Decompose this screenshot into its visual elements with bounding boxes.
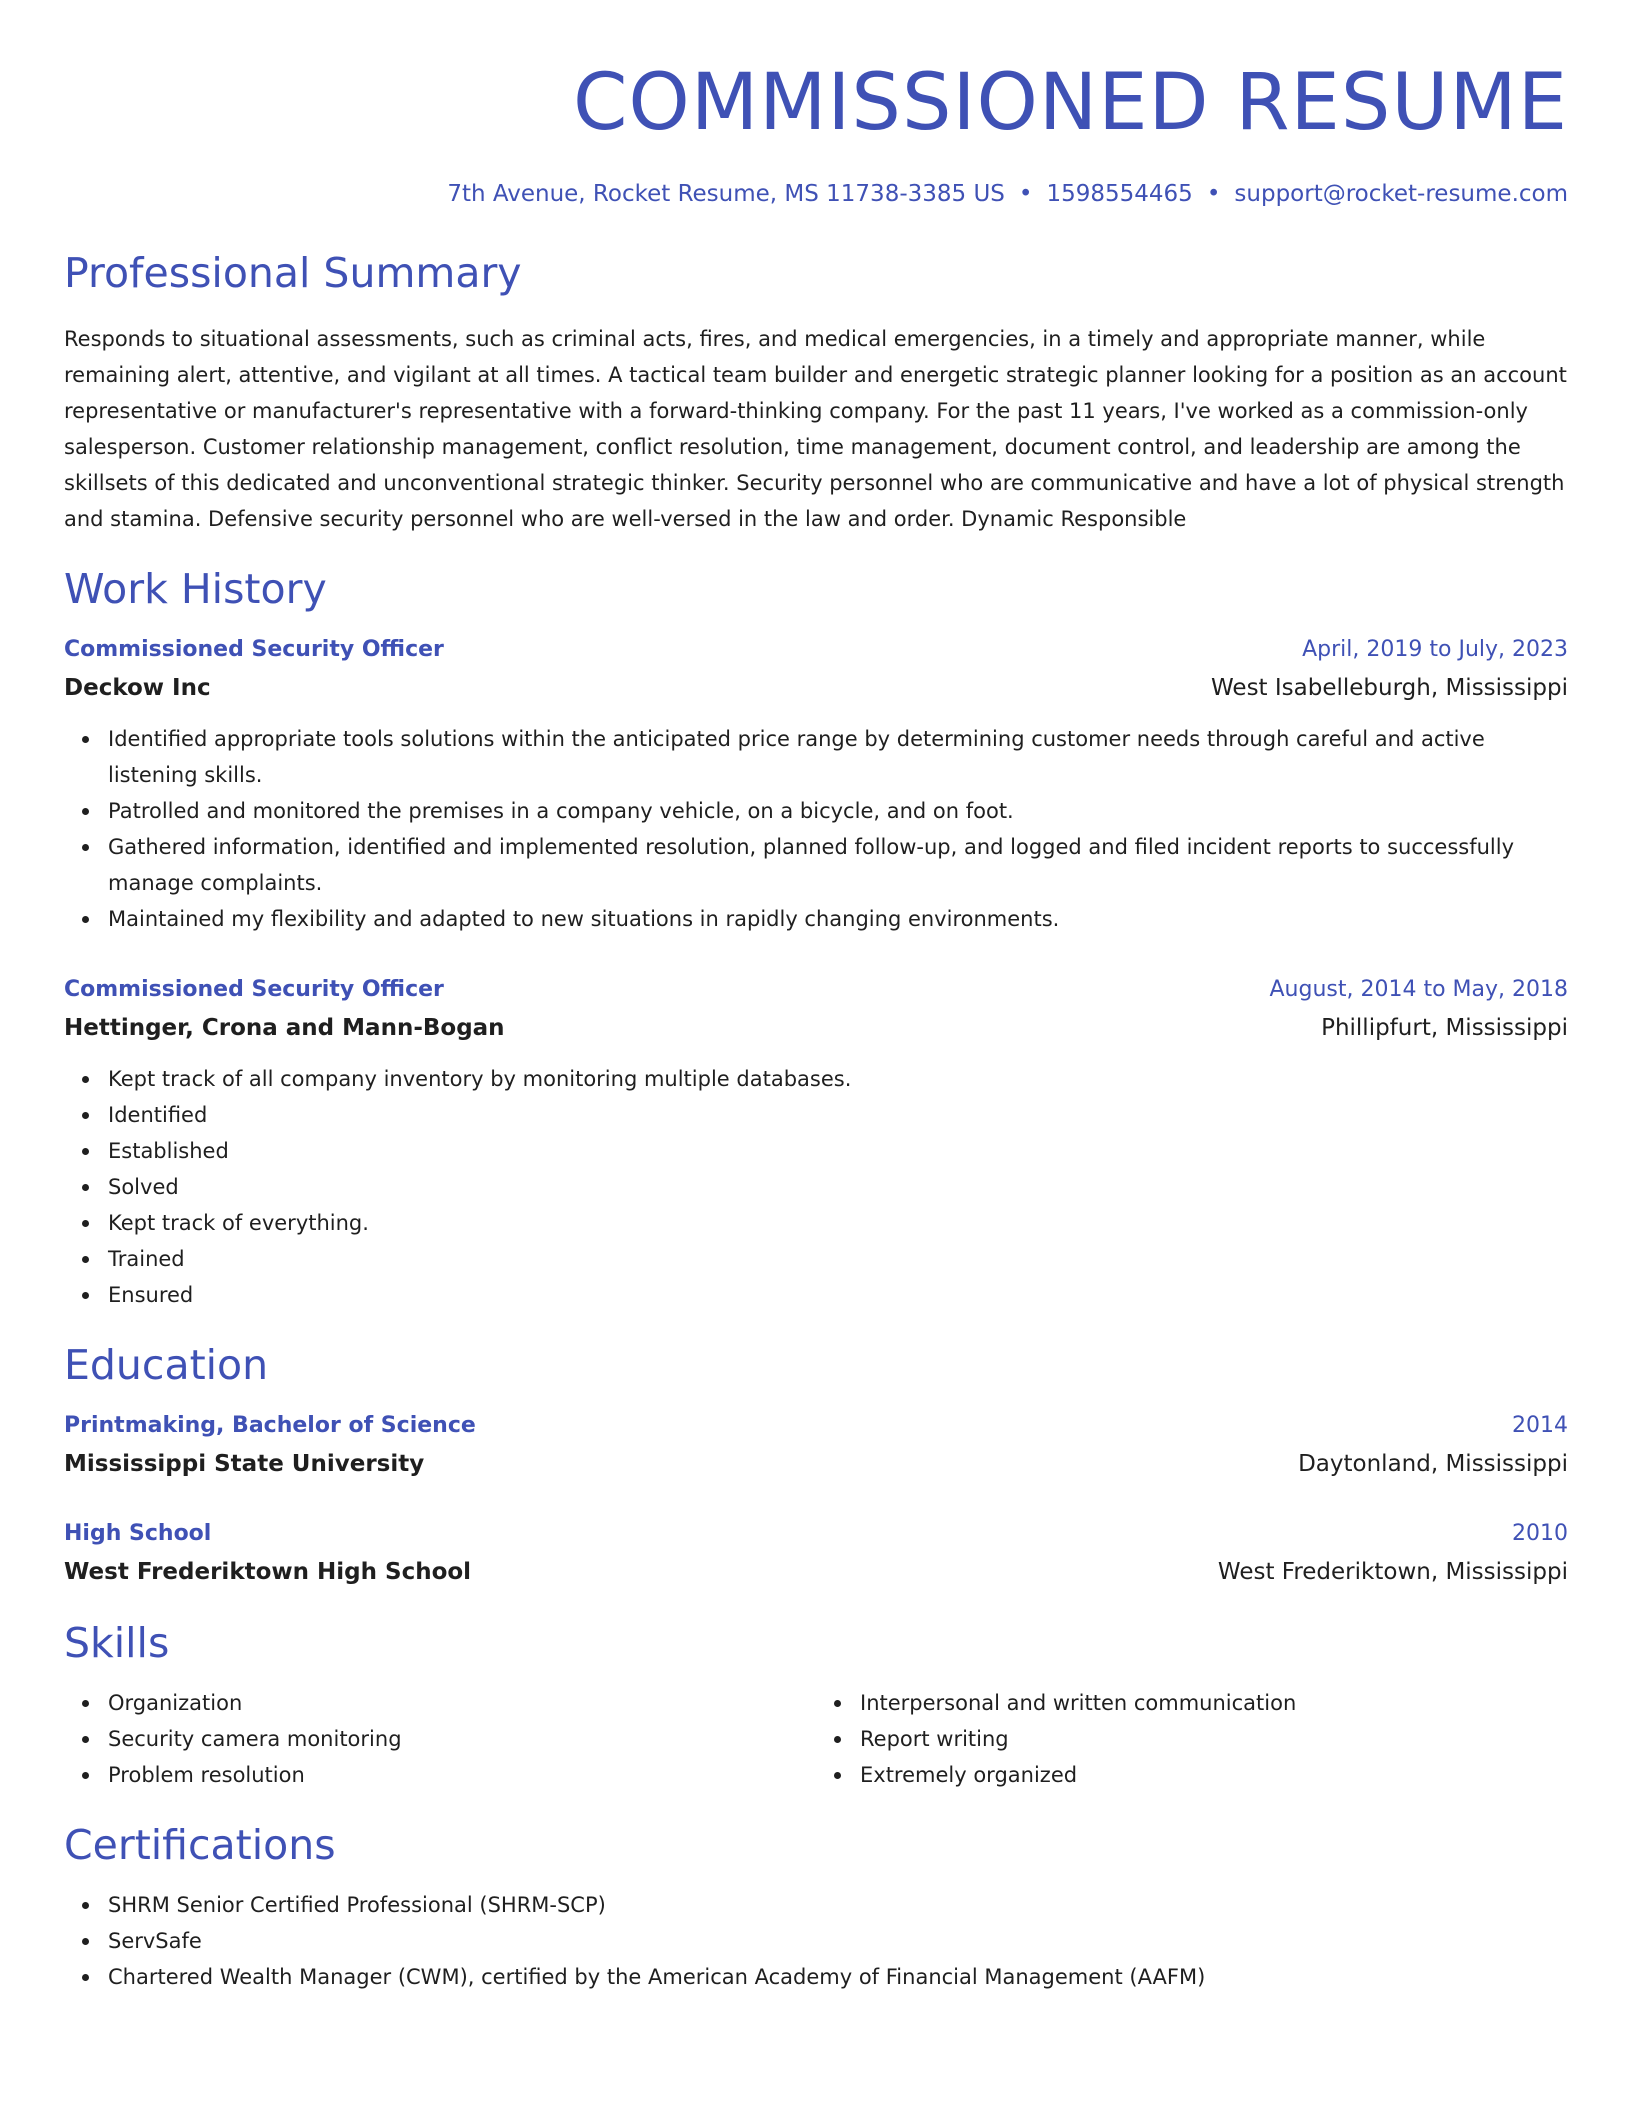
contact-phone: 1598554465 [1046, 181, 1193, 207]
job-bullet: Established [108, 1133, 1568, 1169]
job-title-row [64, 631, 1568, 669]
education-location: Daytonland, Mississippi [1298, 1451, 1568, 1477]
summary-section [64, 245, 1568, 537]
resume-header [64, 0, 1568, 209]
job-title: Commissioned Security Officer [64, 637, 444, 662]
job-title: Commissioned Security Officer [64, 977, 444, 1002]
job-entry [64, 631, 1568, 937]
education-school-row [64, 1445, 1568, 1483]
skills-section [64, 1615, 1568, 1793]
certifications-section [64, 1817, 1568, 1995]
certification-item: ServSafe [108, 1923, 1568, 1959]
skill-item: Organization [108, 1685, 816, 1721]
job-company-row [64, 1009, 1568, 1047]
job-location: West Isabelleburgh, Mississippi [1211, 675, 1568, 701]
skills-list-left [64, 1685, 816, 1793]
skill-item: Report writing [860, 1721, 1568, 1757]
job-title-row [64, 971, 1568, 1009]
certifications-heading: Certifications [64, 1821, 336, 1869]
job-bullet: Kept track of all company inventory by monitoring multiple databases. [108, 1061, 1568, 1097]
education-year: 2014 [1512, 1413, 1568, 1438]
job-company: Deckow Inc [64, 675, 211, 701]
job-bullet: Identified [108, 1097, 1568, 1133]
job-bullet: Kept track of everything. [108, 1205, 1568, 1241]
education-entry [64, 1407, 1568, 1483]
skills-heading: Skills [64, 1619, 170, 1667]
contact-separator: • [1206, 181, 1221, 207]
contact-separator: • [1018, 181, 1033, 207]
skills-grid [64, 1685, 1568, 1793]
job-dates: April, 2019 to July, 2023 [1302, 637, 1568, 662]
education-school: West Frederiktown High School [64, 1559, 472, 1585]
summary-text: Responds to situational assessments, such as criminal acts, fires, and medical emergencies, in a timely and appropriate manner, while remaining alert, attentive, and vigilant at all times. A tactical team builder and energetic strategic planner looking for a position as an account representative or manufacturer's representative with a forward-thinking company. For the past 11 years, I've worked as a commission-only salesperson. Customer relationship management, conflict resolution, time management, document control, and leadership are among the skillsets of this dedicated and unconventional strategic thinker. Security personnel who are communicative and have a lot of physical strength and stamina. Defensive security personnel who are well-versed in the law and order. Dynamic Responsible [64, 327, 1567, 531]
education-entry [64, 1515, 1568, 1591]
job-bullet: Gathered information, identified and implemented resolution, planned follow-up, and logged and filed incident reports to successfully manage complaints. [108, 829, 1568, 901]
education-degree-row [64, 1407, 1568, 1445]
skill-item: Extremely organized [860, 1757, 1568, 1793]
education-year: 2010 [1512, 1521, 1568, 1546]
education-heading: Education [64, 1341, 269, 1389]
certification-item: Chartered Wealth Manager (CWM), certified by the American Academy of Financial Management (AAFM) [108, 1959, 1568, 1995]
education-degree-row [64, 1515, 1568, 1553]
education-location: West Frederiktown, Mississippi [1217, 1559, 1568, 1585]
job-bullet: Solved [108, 1169, 1568, 1205]
job-bullet: Identified appropriate tools solutions within the anticipated price range by determining customer needs through careful and active listening skills. [108, 721, 1568, 793]
job-bullets [64, 721, 1568, 937]
skill-item: Problem resolution [108, 1757, 816, 1793]
education-school: Mississippi State University [64, 1451, 425, 1477]
candidate-name: COMMISSIONED RESUME [572, 58, 1568, 148]
education-school-row [64, 1553, 1568, 1591]
work-history-heading: Work History [64, 565, 327, 613]
job-bullet: Ensured [108, 1277, 1568, 1313]
summary-heading: Professional Summary [64, 249, 522, 297]
education-degree: Printmaking, Bachelor of Science [64, 1413, 476, 1438]
job-company-row [64, 669, 1568, 707]
job-bullets [64, 1061, 1568, 1313]
certifications-list [64, 1887, 1568, 1995]
certification-item: SHRM Senior Certified Professional (SHRM-SCP) [108, 1887, 1568, 1923]
skills-list-right [816, 1685, 1568, 1793]
job-company: Hettinger, Crona and Mann-Bogan [64, 1015, 505, 1041]
job-bullet: Trained [108, 1241, 1568, 1277]
job-location: Phillipfurt, Mississippi [1321, 1015, 1568, 1041]
job-bullet: Maintained my flexibility and adapted to new situations in rapidly changing environments. [108, 901, 1568, 937]
job-entry [64, 971, 1568, 1313]
work-history-section [64, 561, 1568, 1313]
contact-line [64, 179, 1568, 209]
skill-item: Security camera monitoring [108, 1721, 816, 1757]
job-bullet: Patrolled and monitored the premises in a company vehicle, on a bicycle, and on foot. [108, 793, 1568, 829]
education-section [64, 1337, 1568, 1591]
education-degree: High School [64, 1521, 212, 1546]
job-dates: August, 2014 to May, 2018 [1269, 977, 1568, 1002]
contact-address: 7th Avenue, Rocket Resume, MS 11738-3385 US [447, 181, 1005, 207]
contact-email[interactable]: support@rocket-resume.com [1234, 181, 1568, 207]
skill-item: Interpersonal and written communication [860, 1685, 1568, 1721]
